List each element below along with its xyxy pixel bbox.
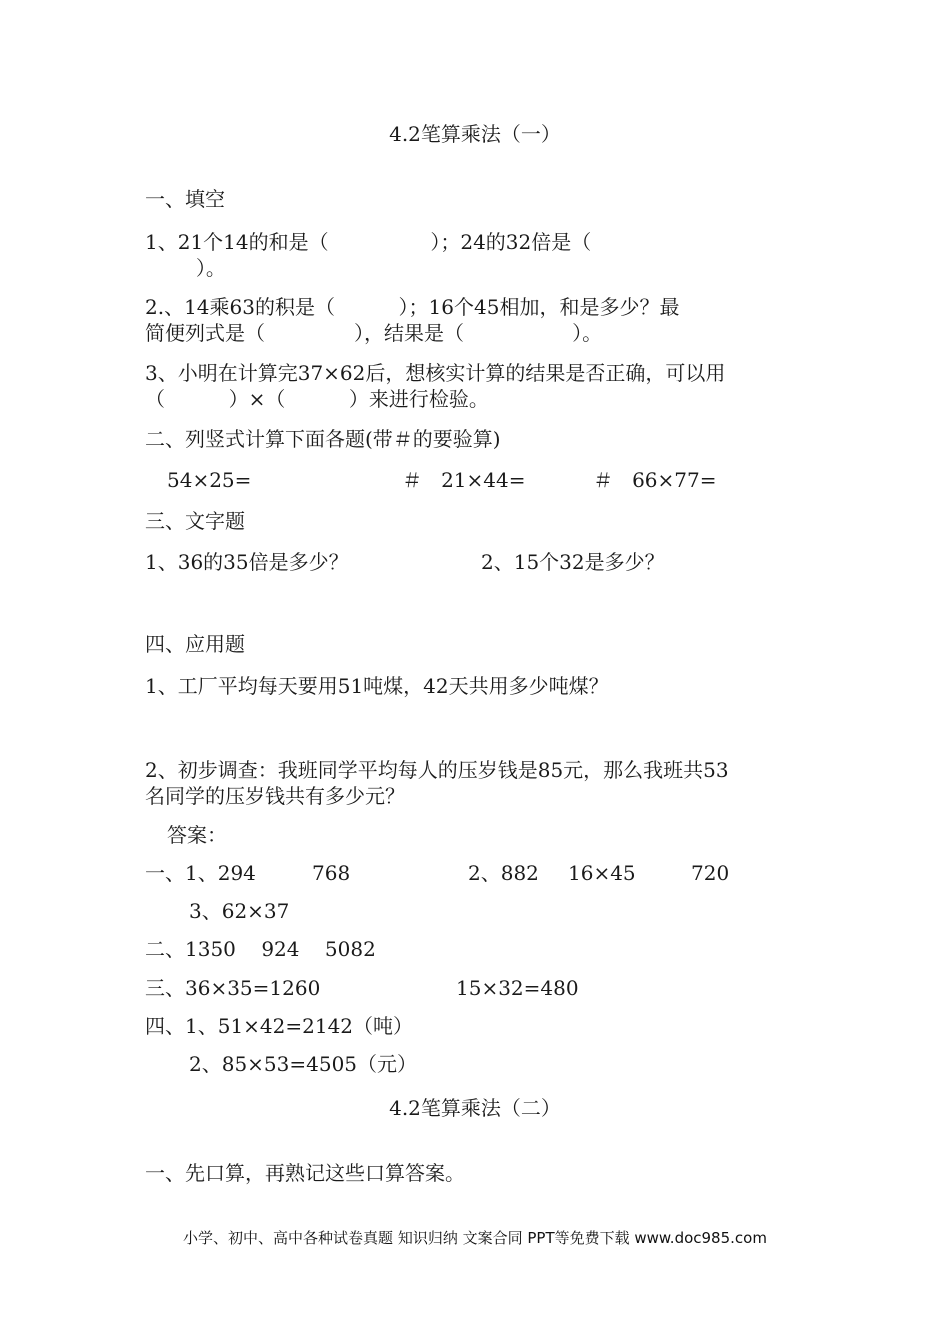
answer-4-a: 四、1、51×42=2142（吨） xyxy=(145,1014,414,1038)
answer-1-c: 2、882 xyxy=(468,861,539,885)
question-1-3-line2: （ ）×（ ）来进行检验。 xyxy=(145,387,489,411)
question-1-2-line1: 2.、14乘63的积是（ ）；16个45相加，和是多少？最 xyxy=(145,295,680,319)
page-title-part-2: 4.2笔算乘法（二） xyxy=(389,1096,561,1120)
section-heading-word-problems: 三、文字题 xyxy=(145,509,245,533)
application-problem-2-line1: 2、初步调查：我班同学平均每人的压岁钱是85元，那么我班共53 xyxy=(145,758,729,782)
section-heading-fill-in: 一、填空 xyxy=(145,187,225,211)
word-problem-2: 2、15个32是多少？ xyxy=(481,550,665,574)
application-problem-2-line2: 名同学的压岁钱共有多少元？ xyxy=(145,784,405,808)
section-heading-vertical-calc: 二、列竖式计算下面各题(带＃的要验算) xyxy=(145,427,501,451)
answer-1-a: 一、1、294 xyxy=(145,861,256,885)
answer-2: 二、1350 924 5082 xyxy=(145,937,376,961)
calc-problem-2: ＃ 21×44= xyxy=(402,468,526,492)
word-problem-1: 1、36的35倍是多少？ xyxy=(145,550,349,574)
section-heading-mental-math: 一、先口算，再熟记这些口算答案。 xyxy=(145,1161,465,1185)
answer-1-d: 16×45 xyxy=(568,861,636,885)
page-title: 4.2笔算乘法（一） xyxy=(389,122,561,146)
calc-problem-1: 54×25= xyxy=(167,468,252,492)
footer-banner: 小学、初中、高中各种试卷真题 知识归纳 文案合同 PPT等免费下载 www.doc985.com xyxy=(183,1229,767,1247)
application-problem-1: 1、工厂平均每天要用51吨煤，42天共用多少吨煤？ xyxy=(145,674,609,698)
answer-1-b: 768 xyxy=(312,861,351,885)
question-1-3-line1: 3、小明在计算完37×62后，想核实计算的结果是否正确，可以用 xyxy=(145,361,726,385)
question-1-1-line2: ）。 xyxy=(145,256,226,280)
question-1-1-line1: 1、21个14的和是（ ）；24的32倍是（ xyxy=(145,230,592,254)
answer-1-f: 3、62×37 xyxy=(189,899,290,923)
calc-problem-3: ＃ 66×77= xyxy=(593,468,717,492)
answer-3-a: 三、36×35=1260 xyxy=(145,976,321,1000)
question-1-2-line2: 简便列式是（ ），结果是（ ）。 xyxy=(145,321,603,345)
answer-3-b: 15×32=480 xyxy=(456,976,579,1000)
answer-4-b: 2、85×53=4505（元） xyxy=(189,1052,418,1076)
answer-1-e: 720 xyxy=(691,861,730,885)
section-heading-applications: 四、应用题 xyxy=(145,632,245,656)
answers-heading: 答案： xyxy=(167,823,227,847)
